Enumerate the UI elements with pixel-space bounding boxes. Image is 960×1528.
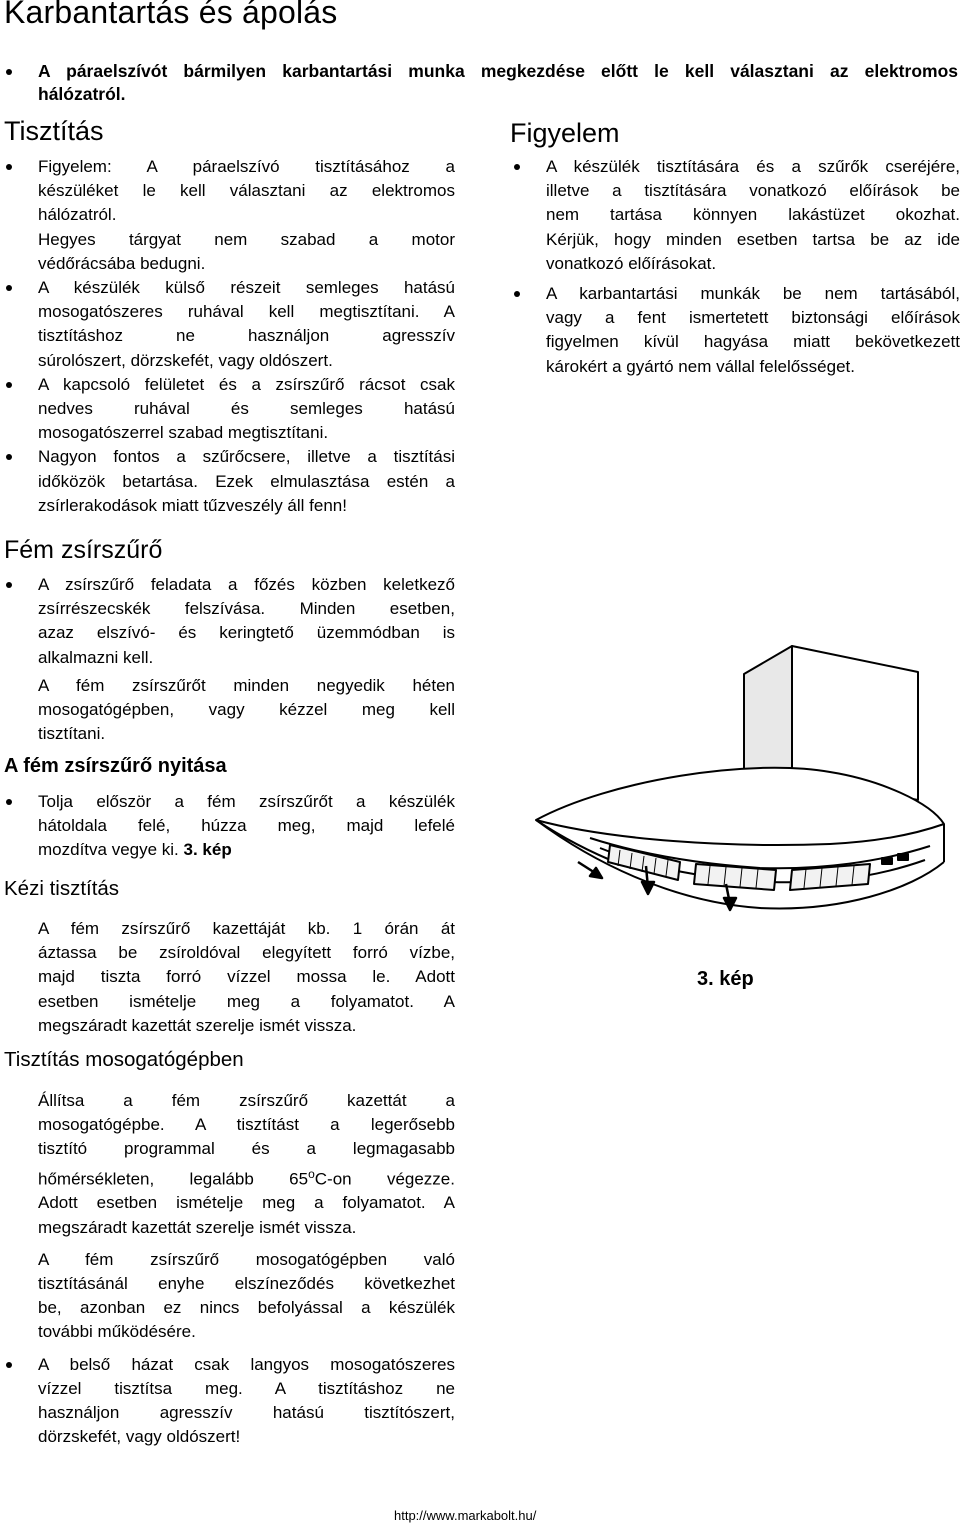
list-item	[0, 790, 455, 863]
list-item	[0, 155, 455, 276]
text-line: vízzel tisztítsa meg. A tisztításhoz ne	[38, 1378, 455, 1398]
text-line: majd tiszta forró vízzel mossa le. Adott	[38, 967, 455, 987]
text-line: mosogatószeres ruhával kell megtisztítani. A	[38, 302, 455, 322]
section-nyitasa	[0, 755, 455, 863]
list-item	[508, 155, 960, 276]
section-figyelem	[508, 118, 960, 379]
text-line: további működésére.	[38, 1322, 196, 1342]
text-line: időközök betartása. Ezek elmulasztása estén a	[38, 471, 455, 491]
text-line: súrolószert, dörzskefét, vagy oldószert.	[38, 350, 333, 370]
section-heading: Kézi tisztítás	[4, 877, 120, 900]
text-line: figyelmen kívül hagyása miatt bekövetkezett	[546, 332, 960, 352]
section-fem-zsirszuro	[0, 536, 455, 746]
text-line: A fém zsírszűrőt minden negyedik héten	[38, 675, 455, 695]
paragraph	[0, 1089, 455, 1240]
text-line: Adott esetben ismételje meg a folyamatot. A	[38, 1193, 455, 1213]
text-line: azaz elszívó- és keringtető üzemmódban is	[38, 623, 455, 643]
text-line: C-on végezze.	[314, 1169, 455, 1189]
range-hood-illustration	[530, 640, 950, 960]
text-line: A karbantartási munkák be nem tartásából,	[546, 284, 960, 304]
text-line: tisztításhoz ne használjon agresszív	[38, 326, 455, 346]
section-mosogatogep	[0, 1048, 455, 1450]
text-line: megszáradt kazettát szerelje ismét vissza.	[38, 1217, 357, 1237]
text-line: tisztító programmal és a legmagasabb	[38, 1139, 455, 1159]
text-line: mosogatógépbe. A tisztítást a legerősebb	[38, 1115, 455, 1135]
text-line: Tolja először a fém zsírszűrőt a készülék	[38, 792, 455, 811]
text-line: Figyelem: A páraelszívó tisztításához a	[38, 157, 455, 176]
list-item	[0, 276, 455, 373]
list-item	[0, 60, 958, 106]
text-line: Nagyon fontos a szűrőcsere, illetve a tisztítási	[38, 447, 455, 467]
list-item	[0, 373, 455, 446]
text-line: Hegyes tárgyat nem szabad a motor	[38, 229, 455, 249]
text-line: készüléket le kell választani az elektromos	[38, 181, 455, 201]
text-line: védőrácsába bedugni.	[38, 253, 206, 273]
text-line: illetve a tisztítására vonatkozó előírások be	[546, 181, 960, 201]
text-line: vagy a fent ismertetett biztonsági előírások	[546, 308, 960, 328]
text-line: hátoldala felé, húzza meg, majd lefelé	[38, 816, 455, 836]
text-line: vonatkozó előírásokat.	[546, 253, 717, 273]
text-line: használjon agresszív hatású tisztítószert,	[38, 1403, 455, 1423]
section-heading: Figyelem	[510, 118, 620, 148]
text-line: áztassa be zsíroldóval elegyített forró vízbe,	[38, 943, 455, 963]
text-line: A kapcsoló felületet és a zsírszűrő rácsot csak	[38, 374, 455, 394]
degree-superscript: o	[308, 1166, 315, 1181]
text-line: megszáradt kazettát szerelje ismét vissza.	[38, 1015, 357, 1035]
section-heading: Fém zsírszűrő	[4, 536, 163, 564]
text-line: zsírlerakodások miatt tűzveszély áll fenn!	[38, 495, 347, 515]
text-line: tisztítani.	[38, 724, 106, 744]
text-line: be, azonban ez nincs befolyással a készülék	[38, 1298, 455, 1318]
text-line: Állítsa a fém zsírszűrő kazettát a	[38, 1091, 455, 1110]
paragraph	[0, 1248, 455, 1345]
page-title: Karbantartás és ápolás	[4, 0, 338, 30]
paragraph	[0, 917, 455, 1038]
text-line: mosogatógépben, vagy kézzel meg kell	[38, 700, 455, 720]
figure-reference: 3. kép	[183, 840, 232, 860]
footer-link[interactable]: http://www.markabolt.hu/	[394, 1508, 537, 1523]
text-line: dörzskefét, vagy oldószert!	[38, 1427, 241, 1447]
text-line: károkért a gyártó nem vállal felelősséget.	[546, 356, 855, 376]
text-line: esetben ismételje meg a folyamatot. A	[38, 991, 455, 1011]
text-line: nedves ruhával és semleges hatású	[38, 399, 455, 419]
figure-caption: 3. kép	[697, 968, 754, 990]
list-item	[508, 282, 960, 379]
text-line: Kérjük, hogy minden esetben tartsa be az ide	[546, 229, 960, 249]
list-item	[0, 573, 455, 670]
text-line: A fém zsírszűrő kazettáját kb. 1 órán át	[38, 919, 455, 938]
text-line: A belső házat csak langyos mosogatószeres	[38, 1354, 455, 1374]
section-heading: Tisztítás	[4, 116, 104, 146]
text-line: A készülék külső részeit semleges hatású	[38, 278, 455, 298]
text-line: hőmérsékleten, legalább 65	[38, 1169, 309, 1189]
text-line: zsírrészecskék felszívása. Minden esetben,	[38, 599, 455, 619]
section-heading: Tisztítás mosogatógépben	[4, 1048, 244, 1071]
intro-line: hálózatról.	[38, 84, 126, 104]
section-heading: A fém zsírszűrő nyitása	[4, 755, 227, 777]
text-line: hálózatról.	[38, 205, 117, 225]
text-line: mozdítva vegye ki.	[38, 840, 179, 860]
intro-line: A páraelszívót bármilyen karbantartási munka megkezdése előtt le kell választani az elektromos	[38, 61, 958, 81]
paragraph	[0, 674, 455, 747]
list-item	[0, 445, 455, 518]
section-tisztitas	[0, 116, 455, 518]
text-line: alkalmazni kell.	[38, 647, 154, 667]
text-line: A zsírszűrő feladata a főzés közben keletkező	[38, 575, 455, 594]
list-item	[0, 1353, 455, 1450]
text-line: mosogatószerrel szabad megtisztítani.	[38, 423, 329, 443]
intro-warning	[0, 60, 958, 106]
text-line: tisztításánál enyhe elszíneződés következhet	[38, 1274, 455, 1294]
text-line: A készülék tisztítására és a szűrők cseréjére,	[546, 157, 960, 176]
section-kezi	[0, 877, 455, 1038]
text-line: nem tartása könnyen lakástüzet okozhat.	[546, 205, 960, 225]
text-line: A fém zsírszűrő mosogatógépben való	[38, 1249, 455, 1269]
